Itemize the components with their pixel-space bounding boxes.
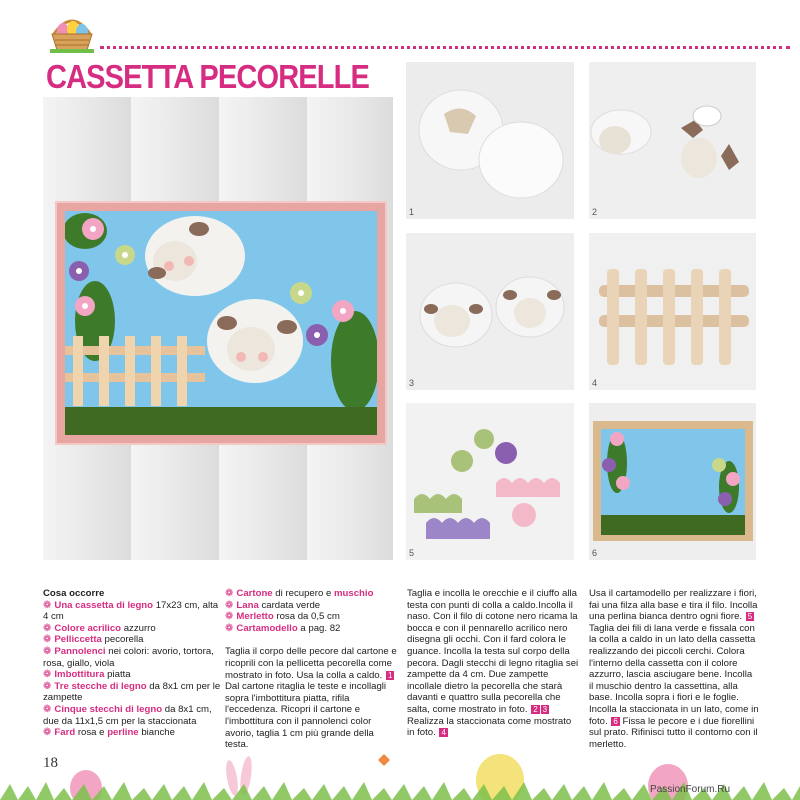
material-item: ❁ Merletto rosa da 0,5 cm <box>225 611 340 623</box>
step-photo-1 <box>406 62 574 219</box>
step-badge: 5 <box>747 612 753 622</box>
flower-bullet-icon: ❁ <box>43 645 52 657</box>
instructions-column-4 <box>589 588 759 750</box>
flower-bullet-icon: ❁ <box>43 634 52 646</box>
step-photo-2 <box>589 62 756 219</box>
easter-basket-icon <box>46 14 98 54</box>
flower-bullet-icon: ❁ <box>225 611 234 623</box>
instruction-paragraph: Taglia e incolla le orecchie e il ciuffo alla testa con punti di colla a caldo.Incolla il naso. Con il filo di cotone nero ricama la bocca e con il pennarello acrilico nero disegna gli occhi. Con il fard colora le guance. Incolla la testa sul corpo della pecora. Dagli stecchi di legno ritaglia sei zampette da 4 cm. Due zampette incollale dietro la pecorella che starà davanti e quattro sulla pecorella che salta, come mostrato in foto. 2 3 Realizza la staccionata come mostrato in foto. 4 <box>407 588 579 739</box>
materials-heading: Cosa occorre <box>43 588 105 599</box>
flower-bullet-icon: ❁ <box>43 622 52 634</box>
sheep-box-scene <box>65 211 377 435</box>
step-photo-3 <box>406 233 574 390</box>
flower-bullet-icon: ❁ <box>225 599 234 611</box>
instructions-column-2 <box>225 588 397 751</box>
flower-bullet-icon: ❁ <box>43 599 52 611</box>
material-item: ❁ Lana cardata verde <box>225 599 321 611</box>
step-badge: 1 <box>387 670 393 680</box>
step-number: 5 <box>409 548 415 558</box>
step-number: 2 <box>592 207 598 217</box>
material-item: ❁ Tre stecche di legno da 8x1 cm per le zampette <box>43 680 221 704</box>
material-item: ❁ Cinque stecchi di legno da 8x1 cm, due da 11x1,5 cm per la staccionata <box>43 703 212 727</box>
flower-bullet-icon: ❁ <box>43 680 52 692</box>
material-item: ❁ Pannolenci nei colori: avorio, tortora, rosa, giallo, viola <box>43 645 214 669</box>
material-item: ❁ Imbottitura piatta <box>43 669 131 681</box>
flower-bullet-icon: ❁ <box>225 622 234 634</box>
material-item: ❁ Una cassetta di legno 17x23 cm, alta 4 cm <box>43 599 219 623</box>
step-badge: 2 <box>533 704 538 714</box>
step-number: 6 <box>592 548 598 558</box>
step-badge: 3 <box>542 704 548 714</box>
flower-bullet-icon: ❁ <box>43 669 52 681</box>
instruction-paragraph: Taglia il corpo delle pecore dal cartone e ricoprili con la pellicetta pecorella come mostrato in foto. Usa la colla a caldo. 1 Dal cartone ritaglia le teste e incollagli sopra l'imbottitura piatta, rifila l'eccedenza. Ricopri il cartone e l'imbottitura con il pannolenci color avorio, taglia 1 cm più grande della testa. <box>225 646 397 751</box>
main-photo <box>43 97 393 560</box>
material-item: ❁ Fard rosa e perline bianche <box>43 727 175 739</box>
watermark: PassionForum.Ru <box>650 784 731 795</box>
material-item: ❁ Cartamodello a pag. 82 <box>225 622 341 634</box>
step-photo-6 <box>589 403 756 560</box>
material-item: ❁ Pelliccetta pecorella <box>43 634 144 646</box>
materials-column-1 <box>43 588 221 739</box>
material-item: ❁ Cartone di recupero e muschio <box>225 588 374 599</box>
flower-bullet-icon: ❁ <box>225 588 234 599</box>
page-title: CASSETTA PECORELLE <box>46 58 369 95</box>
sheep-box-frame <box>57 203 385 443</box>
flower-bullet-icon: ❁ <box>43 727 52 739</box>
header-dotted-divider <box>100 46 790 49</box>
step-number: 3 <box>409 378 415 388</box>
step-photo-4 <box>589 233 756 390</box>
step-photo-5 <box>406 403 574 560</box>
page-number: 18 <box>43 755 58 771</box>
material-item: ❁ Colore acrilico azzurro <box>43 622 156 634</box>
flower-bullet-icon: ❁ <box>43 703 52 715</box>
instructions-column-3 <box>407 588 579 739</box>
instruction-paragraph: Usa il cartamodello per realizzare i fiori, fai una filza alla base e tira il filo. Incolla una perlina bianca dentro ogni fiore. 5 Taglia dei fili di lana verde e fissala con la colla a caldo in un lato della cassetta realizzando dei piccoli cerchi. Colora l'interno della cassetta con il colore azzurro, lascia asciugare bene. Incolla il muschio dentro la cassettina, alla base. Incolla sopra i fiori e le foglie. Incolla la staccionata in un lato, come in foto. 6 Fissa le pecore e i due fiorellini sul prato. Rifinisci tutto il contorno con il merletto. <box>589 588 759 750</box>
step-number: 1 <box>409 207 415 217</box>
step-badge: 6 <box>613 716 618 726</box>
step-badge: 4 <box>441 728 446 738</box>
step-number: 4 <box>592 378 598 388</box>
